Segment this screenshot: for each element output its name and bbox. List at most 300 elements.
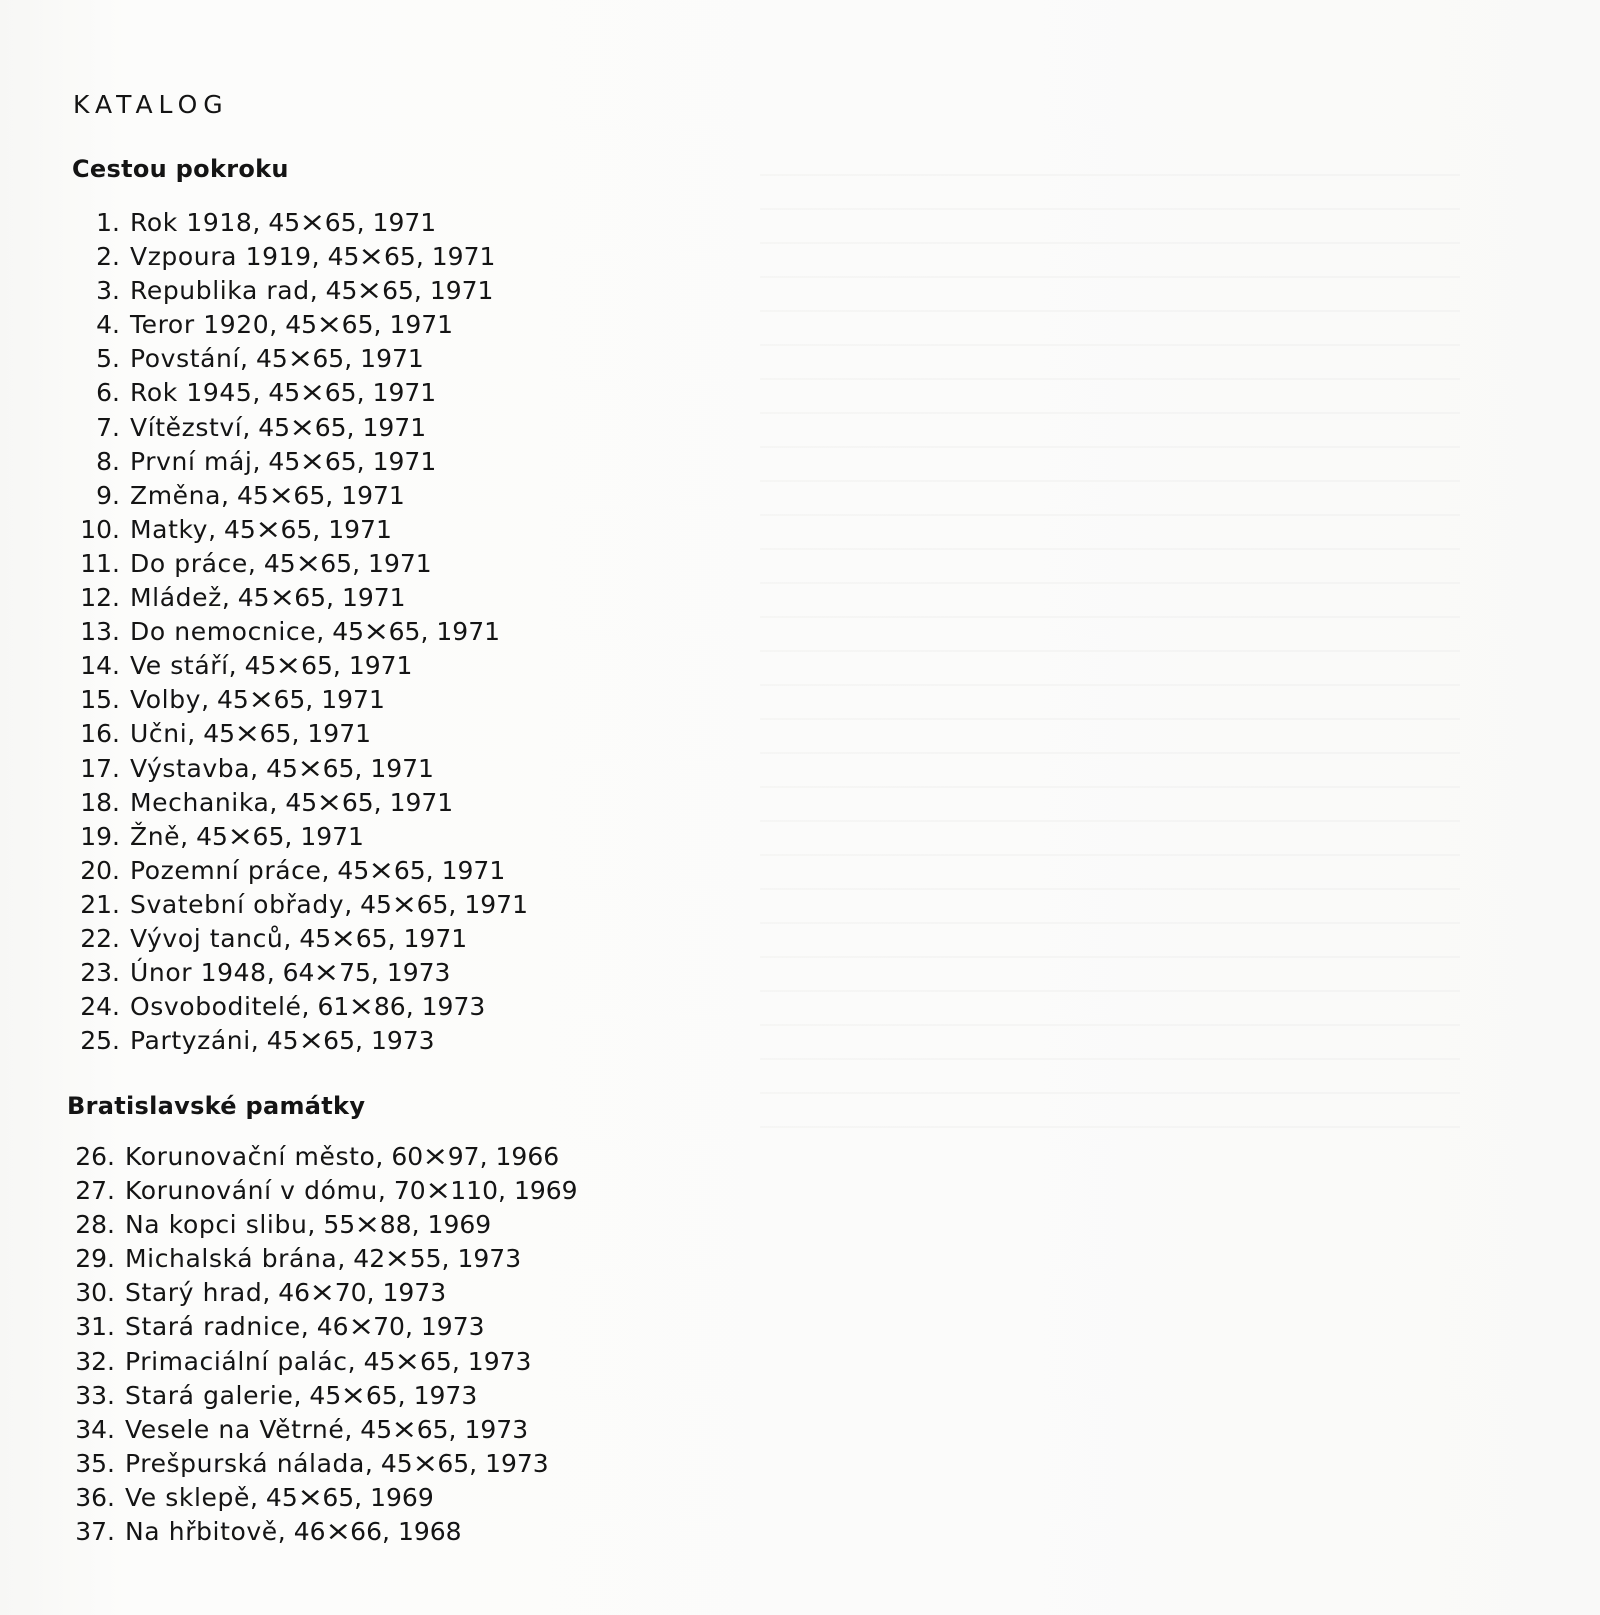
item-number: 28. [75,1210,115,1240]
item-title: Ve sklepě [125,1482,250,1512]
item-year: 1971 [370,753,434,783]
item-title: Mechanika [130,787,270,817]
item-height: 65 [416,1414,449,1444]
item-height: 65 [382,276,414,306]
item-number: 14. [80,651,120,681]
multiply-sign: × [287,343,314,375]
item-title: Korunovační město [125,1142,376,1171]
item-width: 64 [282,958,315,988]
item-number: 12. [80,583,120,613]
item-title: Změna [130,480,222,510]
catalog-item [65,1140,578,1174]
comma-separator: , [377,1176,386,1206]
comma-separator: , [448,889,457,919]
item-number: 13. [80,617,120,647]
item-year: 1971 [341,480,405,510]
item-title: Na hřbitově [125,1517,278,1547]
item-year: 1971 [389,310,454,340]
comma-separator: , [448,1414,457,1444]
bleed-through-text [760,150,1460,1150]
comma-separator: , [201,685,210,715]
item-width: 45 [258,412,291,442]
comma-separator: , [332,651,341,681]
item-title: Do nemocnice [130,617,317,647]
item-number: 7. [96,412,120,442]
item-width: 45 [332,617,364,647]
multiply-sign: × [384,1243,411,1275]
item-year: 1971 [389,787,454,817]
item-width: 45 [327,242,360,272]
item-width: 46 [316,1312,349,1342]
comma-separator: , [316,617,325,647]
item-year: 1971 [307,719,372,749]
multiply-sign: × [363,616,390,648]
item-number: 11. [80,548,120,578]
comma-separator: , [321,855,330,885]
item-width: 45 [268,446,301,476]
multiply-sign: × [255,513,282,545]
item-height: 86 [373,992,406,1022]
multiply-sign: × [330,922,357,954]
comma-separator: , [250,1026,259,1056]
comma-separator: , [291,719,300,749]
item-title: Matky [130,514,209,544]
item-number: 31. [75,1312,115,1342]
item-number: 30. [75,1278,115,1308]
item-width: 45 [299,923,332,953]
multiply-sign: × [234,718,261,750]
item-width: 45 [380,1448,413,1478]
item-title: Vývoj tanců [130,923,284,953]
item-year: 1973 [370,1026,435,1056]
comma-separator: , [262,1278,271,1308]
item-number: 5. [96,344,120,374]
item-year: 1971 [360,344,424,374]
comma-separator: , [413,276,422,306]
item-width: 55 [323,1210,356,1240]
item-number: 22. [80,923,120,953]
item-year: 1973 [386,958,451,988]
item-title: Michalská brána [125,1244,338,1274]
multiply-sign: × [348,991,375,1023]
multiply-sign: × [316,309,343,341]
catalog-item [65,1276,578,1310]
catalog-item [70,206,528,240]
comma-separator: , [269,787,278,817]
item-height: 65 [416,889,449,919]
catalog-heading: KATALOG [73,90,229,119]
catalog-item [65,1447,578,1481]
item-width: 45 [237,583,270,613]
multiply-sign: × [354,1209,381,1241]
item-year: 1969 [513,1176,578,1206]
multiply-sign: × [347,1311,374,1343]
comma-separator: , [240,344,248,374]
comma-separator: , [309,276,318,306]
item-number: 32. [75,1346,115,1376]
comma-separator: , [293,1380,302,1410]
item-height: 65 [324,378,357,408]
comma-separator: , [337,1244,346,1274]
item-year: 1971 [431,242,496,272]
multiply-sign: × [268,479,295,511]
item-width: 45 [360,1414,393,1444]
multiply-sign: × [297,1025,324,1057]
item-width: 45 [268,208,301,237]
comma-separator: , [305,685,314,715]
comma-separator: , [425,855,434,885]
item-year: 1971 [321,685,385,715]
catalog-item [65,1515,578,1549]
comma-separator: , [451,1346,460,1376]
comma-separator: , [366,1278,375,1308]
item-height: 65 [388,617,421,647]
item-number: 27. [75,1176,115,1206]
item-title: Pozemní práce [130,855,322,885]
multiply-sign: × [299,377,326,409]
item-title: Stará galerie [125,1380,294,1410]
catalog-item [65,1345,578,1379]
catalog-item [70,342,528,376]
multiply-sign: × [391,1413,418,1445]
item-number: 15. [80,685,120,715]
item-height: 65 [293,480,326,510]
multiply-sign: × [411,1447,439,1479]
item-year: 1973 [467,1346,532,1376]
catalog-item [70,649,528,683]
item-title: Svatební obřady [130,889,345,919]
item-year: 1968 [397,1517,462,1547]
comma-separator: , [221,583,230,613]
item-height: 65 [322,1482,355,1512]
item-number: 1. [96,208,120,237]
item-height: 65 [341,787,374,817]
comma-separator: , [346,412,355,442]
catalog-item [65,1174,578,1208]
comma-separator: , [242,412,251,442]
item-title: Volby [130,685,202,715]
item-height: 65 [322,753,355,783]
item-title: Republika rad [130,276,310,306]
item-title: Partyzáni [130,1026,251,1056]
item-width: 45 [285,310,318,340]
item-year: 1973 [420,1312,485,1342]
catalog-item [70,376,528,410]
comma-separator: , [344,344,353,374]
section-title-cestou-pokroku: Cestou pokroku [72,155,289,183]
comma-separator: , [326,583,334,613]
comma-separator: , [344,889,353,919]
item-year: 1971 [328,514,392,544]
item-title: Rok 1945 [130,378,253,408]
catalog-item [65,1481,578,1515]
catalog-item [70,615,528,649]
comma-separator: , [283,923,292,953]
comma-separator: , [354,1026,363,1056]
item-year: 1971 [362,412,427,442]
multiply-sign: × [356,275,383,307]
item-number: 37. [75,1517,115,1547]
multiply-sign: × [299,445,326,477]
item-year: 1973 [382,1278,447,1308]
catalog-item [70,786,528,820]
item-year: 1971 [368,548,432,578]
item-year: 1973 [421,992,486,1022]
item-title: Teror 1920 [130,310,270,340]
item-height: 65 [365,1380,398,1410]
item-height: 65 [355,923,388,953]
item-number: 23. [80,958,120,988]
comma-separator: , [352,548,361,578]
catalog-item [70,752,528,786]
comma-separator: , [479,1142,488,1171]
catalog-list-bratislavske-pamatky [65,1140,578,1549]
catalog-item [70,411,528,445]
catalog-item [65,1242,578,1276]
item-title: Výstavba [130,753,251,783]
item-width: 45 [363,1346,396,1376]
multiply-sign: × [391,888,418,920]
item-year: 1969 [427,1210,492,1240]
comma-separator: , [347,1346,356,1376]
comma-separator: , [221,480,229,510]
item-number: 20. [80,855,120,885]
item-height: 65 [280,514,313,544]
item-width: 45 [263,548,296,578]
comma-separator: , [373,310,382,340]
item-title: Rok 1918 [130,208,253,237]
item-number: 21. [80,889,120,919]
item-year: 1971 [429,276,494,306]
multiply-sign: × [275,650,302,682]
item-title: Učni [130,719,188,749]
item-width: 45 [244,651,277,681]
comma-separator: , [187,719,196,749]
item-height: 65 [341,310,374,340]
item-width: 45 [236,480,269,510]
comma-separator: , [269,310,278,340]
item-height: 65 [312,344,345,374]
comma-separator: , [373,787,382,817]
item-year: 1966 [495,1142,560,1171]
item-title: Korunování v dómu [125,1176,378,1206]
item-number: 29. [75,1244,115,1274]
catalog-item [70,717,528,751]
item-width: 42 [353,1244,386,1274]
item-height: 75 [339,958,371,988]
item-year: 1971 [372,378,437,408]
item-width: 60 [391,1142,424,1171]
catalog-item [70,1024,528,1058]
catalog-item [70,240,528,274]
item-number: 25. [80,1026,120,1056]
multiply-sign: × [313,957,340,989]
item-height: 65 [437,1448,470,1478]
item-number: 18. [80,787,120,817]
item-number: 8. [96,446,120,476]
multiply-sign: × [227,820,254,852]
comma-separator: , [497,1176,506,1206]
item-height: 65 [252,821,285,851]
multiply-sign: × [294,547,321,579]
item-width: 46 [293,1517,326,1547]
item-width: 70 [393,1176,426,1206]
item-width: 45 [217,685,249,715]
item-height: 65 [273,685,306,715]
comma-separator: , [301,992,310,1022]
item-number: 3. [96,276,120,306]
item-number: 26. [75,1142,115,1171]
item-number: 33. [75,1380,115,1410]
item-title: Prešpurská nálada [125,1448,365,1478]
item-width: 45 [196,821,228,851]
comma-separator: , [356,446,365,476]
item-width: 45 [266,753,298,783]
comma-separator: , [250,753,259,783]
item-number: 35. [75,1448,115,1478]
item-width: 45 [337,855,370,885]
item-height: 65 [324,208,357,237]
comma-separator: , [354,753,363,783]
item-year: 1973 [485,1448,549,1478]
comma-separator: , [381,1517,390,1547]
multiply-sign: × [289,411,316,443]
catalog-item [70,547,528,581]
item-width: 45 [266,1026,299,1056]
catalog-item [70,274,528,308]
item-year: 1971 [372,446,437,476]
catalog-item [70,308,528,342]
item-height: 65 [323,1026,355,1056]
item-width: 45 [360,889,392,919]
catalog-item [70,922,528,956]
comma-separator: , [307,1210,316,1240]
comma-separator: , [415,242,424,272]
item-width: 45 [268,378,301,408]
item-year: 1973 [457,1244,522,1274]
comma-separator: , [375,1142,384,1171]
item-height: 65 [320,548,353,578]
catalog-item [65,1310,578,1344]
item-year: 1971 [372,208,437,237]
comma-separator: , [397,1380,406,1410]
item-year: 1971 [441,855,506,885]
item-height: 70 [373,1312,405,1342]
comma-separator: , [312,514,321,544]
comma-separator: , [249,1482,258,1512]
item-width: 45 [309,1380,342,1410]
item-number: 9. [96,480,120,510]
catalog-item [65,1208,578,1242]
item-number: 2. [96,242,120,272]
multiply-sign: × [358,241,385,273]
multiply-sign: × [424,1175,451,1207]
comma-separator: , [356,208,365,237]
multiply-sign: × [248,684,275,716]
comma-separator: , [266,958,275,988]
item-width: 45 [203,719,235,749]
item-year: 1973 [464,1414,529,1444]
item-title: Ve stáří [130,651,229,681]
comma-separator: , [404,1312,413,1342]
comma-separator: , [420,617,429,647]
catalog-item [70,888,528,922]
item-height: 55 [409,1244,442,1274]
item-title: Osvoboditelé [130,992,302,1022]
item-year: 1971 [341,583,406,613]
item-number: 36. [75,1482,115,1512]
item-height: 70 [334,1278,367,1308]
comma-separator: , [252,208,261,237]
item-width: 45 [255,344,288,374]
multiply-sign: × [340,1379,367,1411]
item-year: 1973 [413,1380,478,1410]
comma-separator: , [300,1312,309,1342]
item-title: Vítězství [130,412,243,442]
item-height: 97 [447,1142,480,1171]
item-height: 65 [384,242,416,272]
multiply-sign: × [268,582,295,614]
item-title: Vzpoura 1919 [130,242,312,272]
item-year: 1971 [436,617,501,647]
item-height: 65 [324,446,357,476]
item-year: 1971 [464,889,528,919]
comma-separator: , [344,1414,353,1444]
multiply-sign: × [394,1345,421,1377]
item-title: Starý hrad [125,1278,263,1308]
comma-separator: , [277,1517,286,1547]
item-height: 65 [393,855,426,885]
comma-separator: , [370,958,379,988]
comma-separator: , [247,548,256,578]
catalog-item [65,1379,578,1413]
item-height: 65 [294,583,327,613]
multiply-sign: × [324,1516,351,1548]
item-title: Na kopci slibu [125,1210,308,1240]
item-width: 45 [325,276,358,306]
comma-separator: , [284,821,293,851]
item-year: 1971 [348,651,413,681]
multiply-sign: × [297,1481,324,1513]
item-number: 10. [80,514,120,544]
item-number: 24. [80,992,120,1022]
multiply-sign: × [316,786,343,818]
item-title: Mládež [130,583,222,613]
comma-separator: , [252,378,261,408]
item-width: 45 [285,787,318,817]
comma-separator: , [252,446,261,476]
item-year: 1971 [403,923,468,953]
item-height: 66 [350,1517,382,1547]
comma-separator: , [180,821,189,851]
item-number: 34. [75,1414,115,1444]
comma-separator: , [441,1244,450,1274]
item-width: 61 [317,992,350,1022]
item-title: Primaciální palác [125,1346,348,1376]
item-height: 88 [379,1210,412,1240]
item-number: 17. [80,753,120,783]
comma-separator: , [354,1482,363,1512]
item-width: 46 [278,1278,311,1308]
item-year: 1969 [370,1482,434,1512]
catalog-item [65,1413,578,1447]
item-height: 65 [259,719,292,749]
catalog-item [70,990,528,1024]
item-title: Do práce [130,548,248,578]
item-title: Žně [130,821,181,851]
catalog-list-cestou-pokroku [70,206,528,1058]
item-title: Únor 1948 [130,958,267,988]
